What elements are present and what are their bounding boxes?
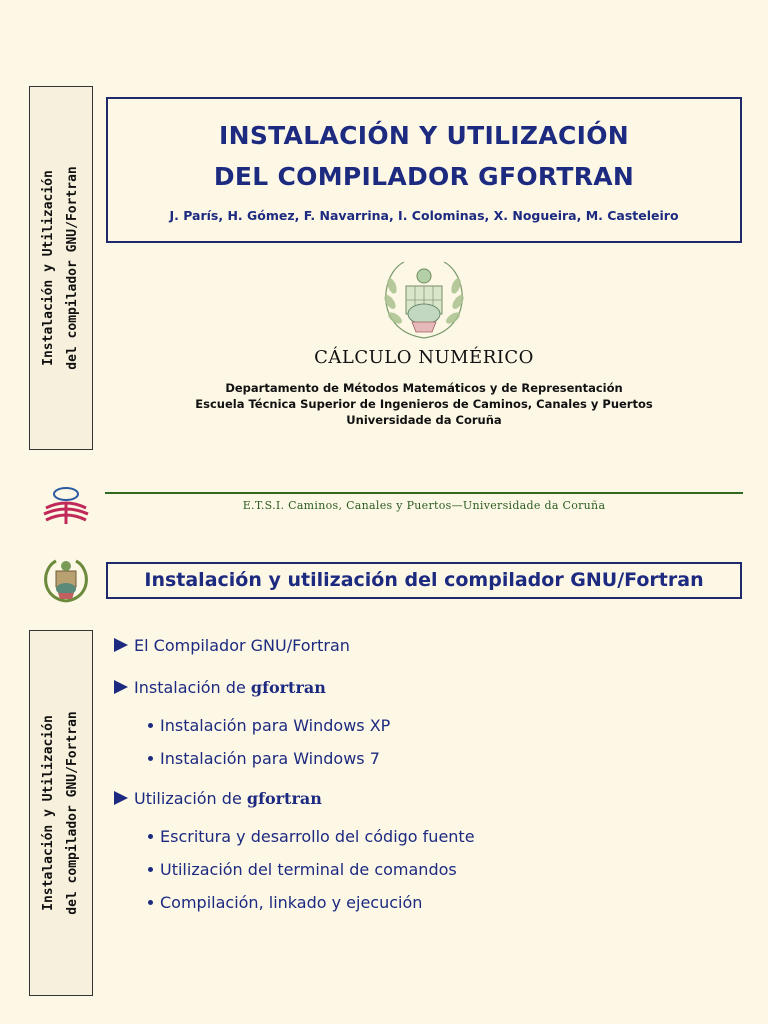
- title-line-2: DEL COMPILADOR GFORTRAN: [213, 162, 635, 191]
- dot-bullet-icon: [148, 723, 153, 728]
- item-text: Instalación para Windows XP: [160, 716, 391, 735]
- sidebar-title-2: [37, 711, 85, 915]
- dot-bullet-icon: [148, 900, 153, 905]
- list-item: [148, 716, 390, 735]
- department-line-1: Departamento de Métodos Matemáticos y de Representación: [225, 381, 623, 395]
- list-item: [148, 749, 380, 768]
- course-name: CÁLCULO NUMÉRICO: [314, 347, 534, 368]
- footer-rule: [105, 492, 743, 494]
- dot-bullet-icon: [148, 756, 153, 761]
- list-item: [114, 678, 326, 697]
- department-block: [106, 380, 742, 428]
- title-line-1: INSTALACIÓN Y UTILIZACIÓN: [219, 121, 629, 150]
- triangle-bullet-icon: [114, 680, 128, 694]
- item-code: gfortran: [250, 678, 326, 697]
- school-seal-small-icon: [42, 557, 90, 603]
- list-item: [148, 827, 475, 846]
- sidebar-title-box: [29, 86, 93, 450]
- item-text: Compilación, linkado y ejecución: [160, 893, 423, 912]
- list-item: [148, 893, 422, 912]
- sidebar-line-1: Instalación y Utilización: [41, 715, 56, 911]
- sidebar-line-2: del compilador GNU/Fortran: [65, 711, 80, 915]
- item-text: Instalación de: [134, 678, 251, 697]
- dot-bullet-icon: [148, 867, 153, 872]
- item-text: Instalación para Windows 7: [160, 749, 380, 768]
- list-item: [114, 636, 350, 655]
- item-code: gfortran: [246, 789, 322, 808]
- sidebar-title-box-2: [29, 630, 93, 996]
- department-line-3: Universidade da Coruña: [346, 413, 502, 427]
- sidebar-line-2: del compilador GNU/Fortran: [65, 166, 80, 370]
- triangle-bullet-icon: [114, 791, 128, 805]
- footer-text: E.T.S.I. Caminos, Canales y Puertos—Universidade da Coruña: [242, 499, 606, 512]
- department-line-2: Escuela Técnica Superior de Ingenieros de Caminos, Canales y Puertos: [195, 397, 653, 411]
- university-logo-icon: [38, 484, 94, 526]
- sidebar-title: [37, 166, 85, 370]
- item-text: El Compilador GNU/Fortran: [134, 636, 350, 655]
- dot-bullet-icon: [148, 834, 153, 839]
- item-text: Utilización del terminal de comandos: [160, 860, 457, 879]
- item-text: Utilización de: [134, 789, 247, 808]
- school-seal-icon: [378, 256, 470, 344]
- item-text: Escritura y desarrollo del código fuente: [160, 827, 475, 846]
- title-box: [106, 97, 742, 243]
- slide-heading: Instalación y utilización del compilador GNU/Fortran: [106, 562, 742, 599]
- sidebar-line-1: Instalación y Utilización: [41, 170, 56, 366]
- list-item: [148, 860, 457, 879]
- authors: J. París, H. Gómez, F. Navarrina, I. Colominas, X. Nogueira, M. Casteleiro: [169, 208, 679, 223]
- triangle-bullet-icon: [114, 638, 128, 652]
- list-item: [114, 789, 322, 808]
